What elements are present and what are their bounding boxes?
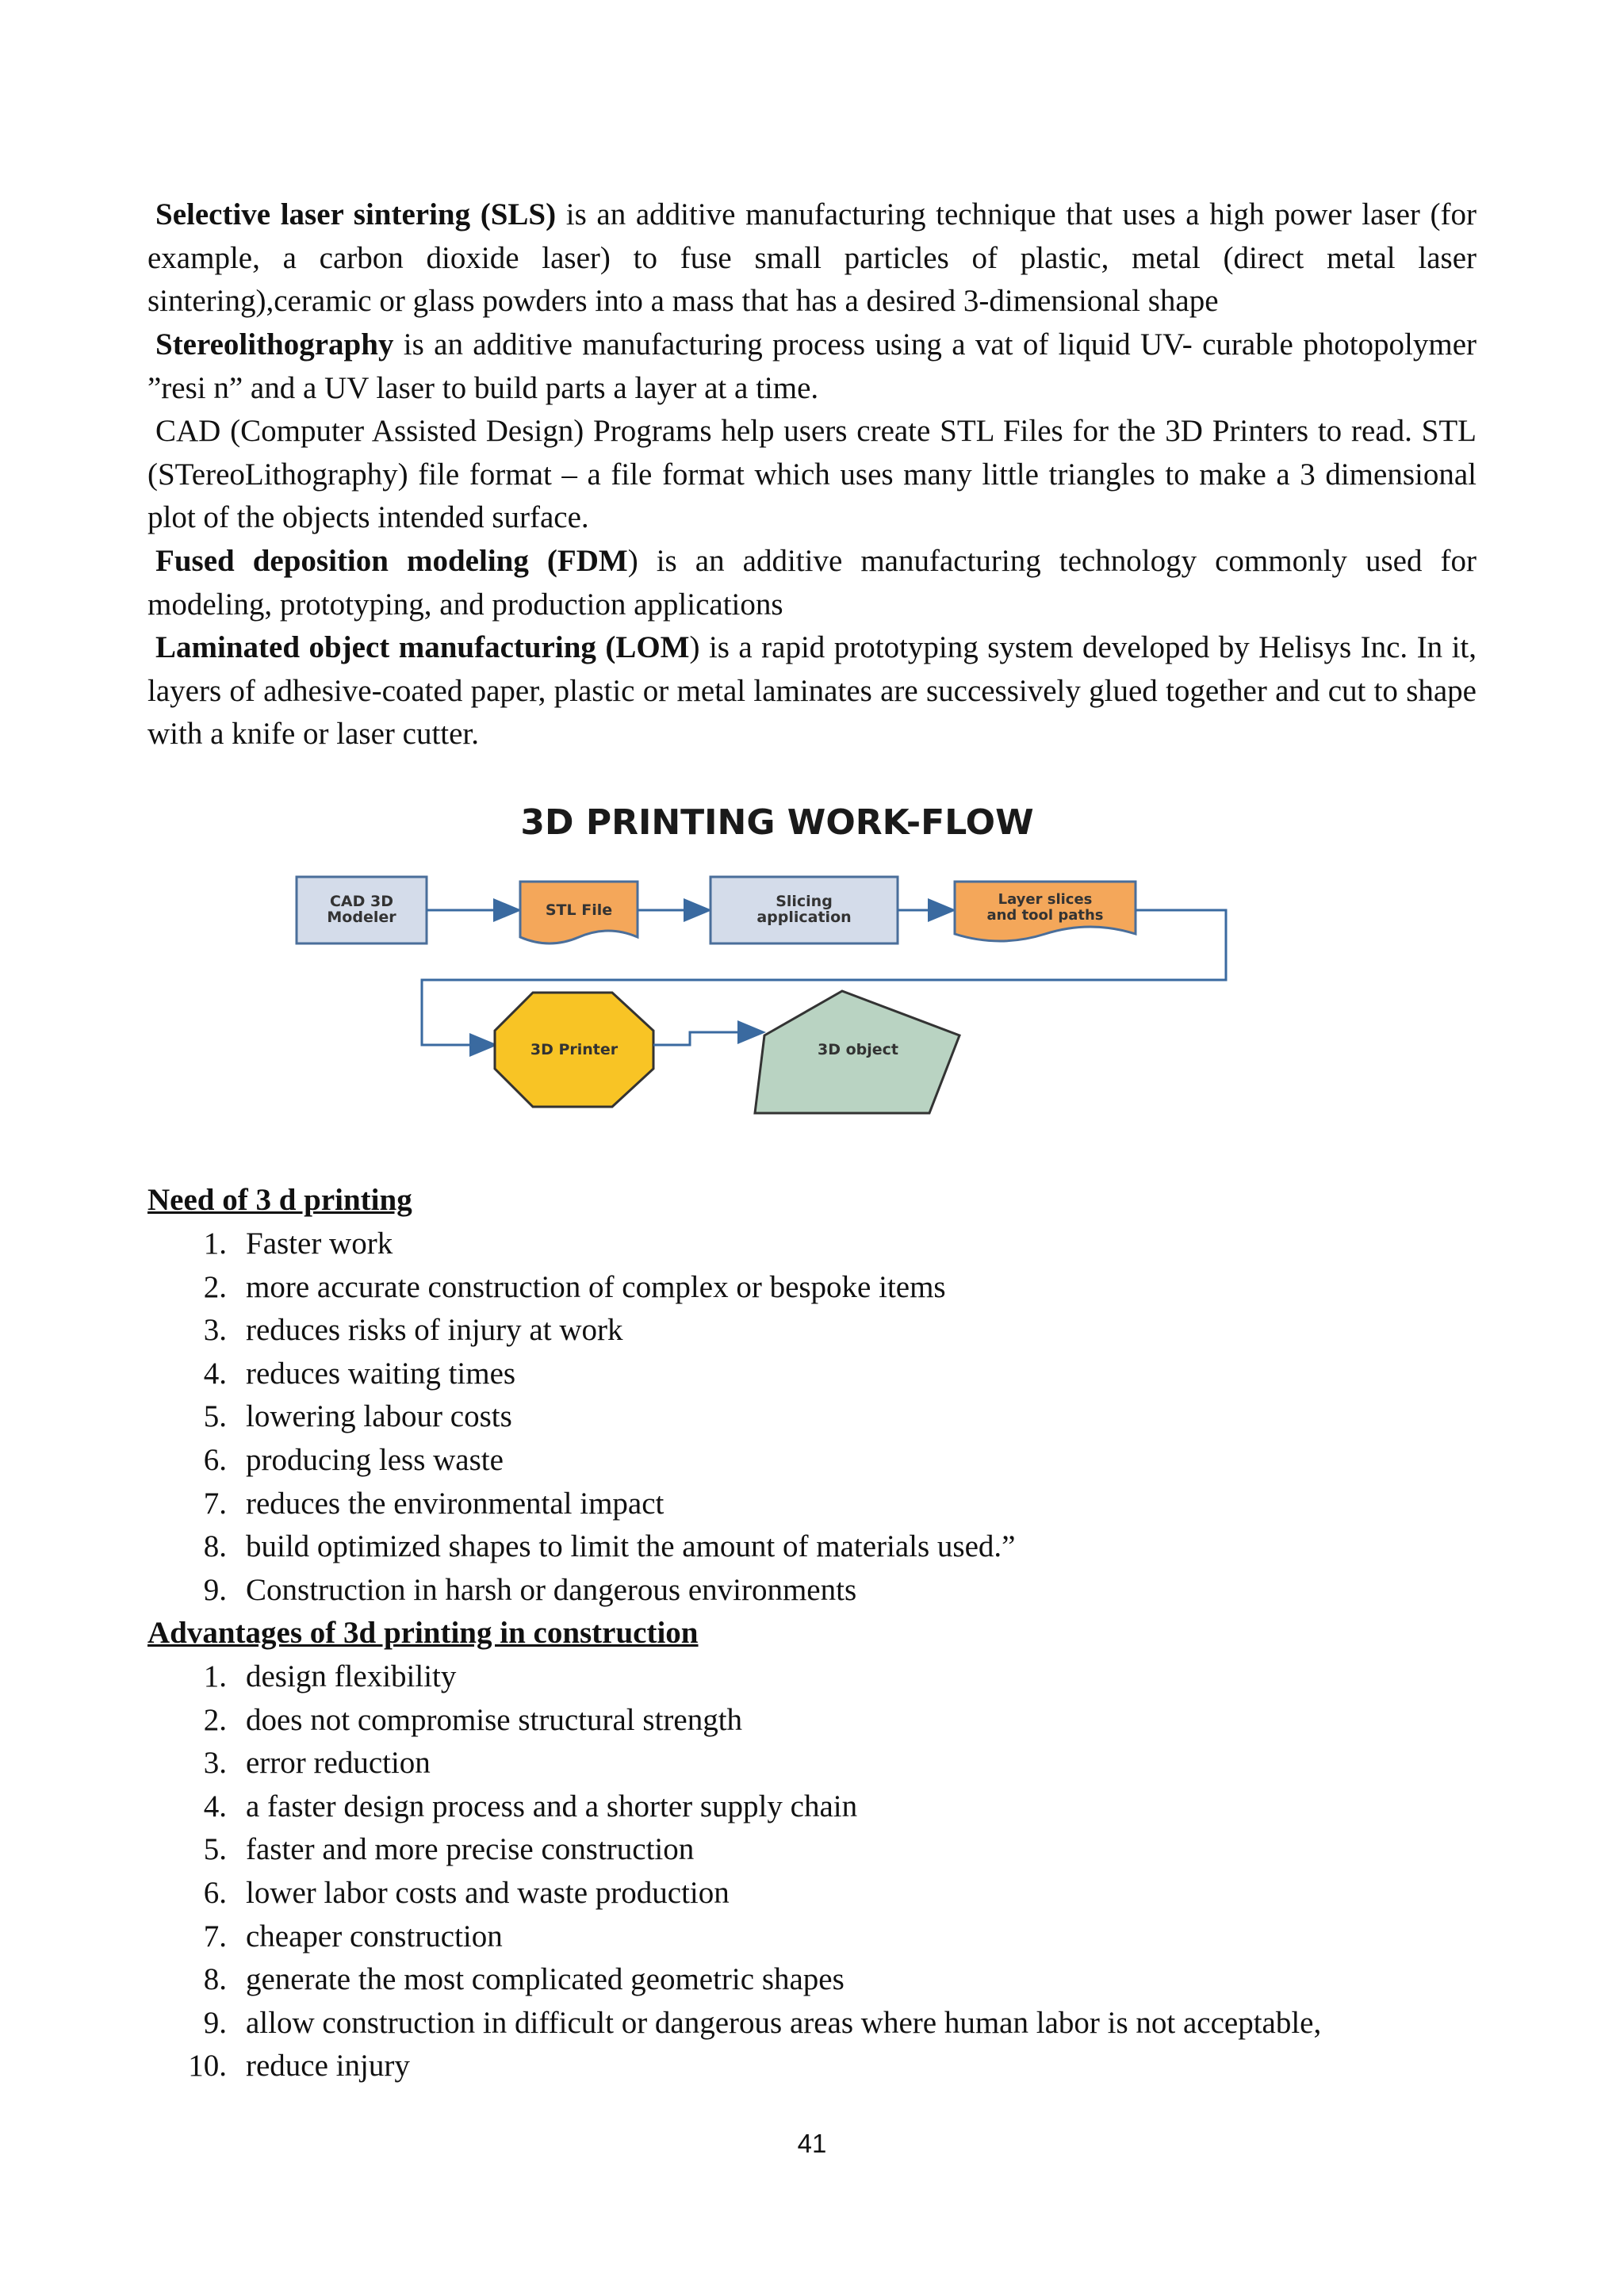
need-list <box>147 1223 1015 1612</box>
list-item <box>147 1483 1015 1526</box>
list-item-text: a faster design process and a shorter supply chain <box>246 1789 858 1823</box>
list-item-number: 1. <box>203 1226 227 1261</box>
cad-modeler-label-1: CAD 3D <box>329 893 394 910</box>
lom-definition: ) is a rapid prototyping system developed by Helisys Inc. In it, layers of adhesive-coated paper, plastic or metal laminates are successively glued together and cut to shape with a knife or laser cutter. <box>147 630 1477 751</box>
list-item-number: 7. <box>203 1919 227 1954</box>
list-item <box>147 1828 1321 1872</box>
list-item-text: lower labor costs and waste production <box>246 1875 730 1910</box>
layer-slices-label-2: and tool paths <box>986 907 1104 924</box>
term-stereolithography: Stereolithography <box>155 327 394 362</box>
sls-definition: is an additive manufacturing technique that uses a high power laser (for example, a carbon dioxide laser) to fuse small particles of plastic, metal (direct metal laser sintering),ceramic or glass powders into a mass that has a desired 3-dimensional shape <box>147 197 1477 318</box>
paragraph-lom <box>147 626 1477 756</box>
list-item-text: cheaper construction <box>246 1919 503 1954</box>
list-item-text: producing less waste <box>246 1442 504 1477</box>
list-item <box>147 1915 1321 1959</box>
advantages-list <box>147 1655 1321 2088</box>
list-item-text: design flexibility <box>246 1659 457 1693</box>
list-item-number: 2. <box>203 1702 227 1737</box>
list-item <box>147 1395 1015 1439</box>
list-item-number: 5. <box>203 1832 227 1867</box>
list-item-text: reduces the environmental impact <box>246 1486 665 1521</box>
list-item <box>147 1872 1321 1915</box>
list-item-number: 3. <box>203 1313 227 1348</box>
slicing-label-2: application <box>756 909 852 926</box>
layer-slices-label-1: Layer slices <box>998 891 1093 908</box>
list-item <box>147 1699 1321 1743</box>
list-item <box>147 1525 1015 1569</box>
list-item-number: 7. <box>203 1486 227 1521</box>
page-number: 41 <box>797 2129 827 2158</box>
workflow-title: 3D PRINTING WORK-FLOW <box>520 802 1034 843</box>
list-item <box>147 2002 1321 2045</box>
stereolithography-definition: is an additive manufacturing process using a vat of liquid UV- curable photopolymer ”resi n” and a UV laser to build parts a layer at a time. <box>147 327 1477 405</box>
3d-printer-label: 3D Printer <box>530 1041 619 1058</box>
list-item-text: build optimized shapes to limit the amount of materials used.” <box>246 1529 1016 1564</box>
list-item-text: allow construction in difficult or dangerous areas where human labor is not acceptable, <box>246 2005 1322 2040</box>
list-item-text: faster and more precise construction <box>246 1832 695 1867</box>
list-item-text: Construction in harsh or dangerous environments <box>246 1572 857 1607</box>
list-item <box>147 1569 1015 1613</box>
list-item-text: reduces waiting times <box>246 1356 516 1391</box>
paragraph-stereolithography <box>147 323 1477 410</box>
list-item-number: 10. <box>188 2049 227 2084</box>
arrow-printer-object <box>653 1032 761 1045</box>
list-item-text: generate the most complicated geometric shapes <box>246 1962 845 1997</box>
3d-object-label: 3D object <box>817 1041 899 1058</box>
list-item-text: more accurate construction of complex or bespoke items <box>246 1269 946 1304</box>
list-item-number: 9. <box>203 2005 227 2040</box>
section-title-need: Need of 3 d printing <box>147 1183 412 1217</box>
list-item-text: reduces risks of injury at work <box>246 1313 623 1348</box>
list-item-number: 8. <box>203 1962 227 1997</box>
list-item-number: 9. <box>203 1572 227 1607</box>
list-item-number: 1. <box>203 1659 227 1693</box>
list-item-number: 3. <box>203 1746 227 1781</box>
fdm-definition: ) is an additive manufacturing technology commonly used for modeling, prototyping, and production applications <box>147 544 1477 622</box>
list-item <box>147 1223 1015 1266</box>
workflow-diagram <box>285 793 1269 1142</box>
list-item <box>147 1439 1015 1483</box>
paragraph-sls <box>147 193 1477 323</box>
stl-file-label: STL File <box>545 901 613 919</box>
section-title-advantages: Advantages of 3d printing in construction <box>147 1616 699 1650</box>
cad-modeler-label-2: Modeler <box>327 909 396 926</box>
slicing-label-1: Slicing <box>776 893 833 910</box>
list-item <box>147 1353 1015 1396</box>
list-item <box>147 1958 1321 2002</box>
list-item-number: 4. <box>203 1789 227 1823</box>
list-item <box>147 1309 1015 1353</box>
list-item-number: 6. <box>203 1442 227 1477</box>
cad-definition: CAD (Computer Assisted Design) Programs help users create STL Files for the 3D Printers to read. STL (STereoLithography) file format – a file format which uses many little triangles to make a 3 dimensional plot of the objects intended surface. <box>147 414 1477 534</box>
paragraph-cad <box>147 410 1477 540</box>
list-item-text: Faster work <box>246 1226 393 1261</box>
paragraph-fdm <box>147 540 1477 626</box>
list-item <box>147 1655 1321 1699</box>
term-fdm: Fused deposition modeling (FDM <box>155 544 628 578</box>
list-item-text: reduce injury <box>246 2049 410 2084</box>
list-item-text: error reduction <box>246 1746 431 1781</box>
list-item-number: 5. <box>203 1399 227 1434</box>
list-item <box>147 1266 1015 1310</box>
list-item-text: does not compromise structural strength <box>246 1702 743 1737</box>
list-item-text: lowering labour costs <box>246 1399 512 1434</box>
list-item-number: 2. <box>203 1269 227 1304</box>
list-item <box>147 1785 1321 1829</box>
list-item <box>147 1742 1321 1785</box>
term-lom: Laminated object manufacturing (LOM <box>155 630 690 664</box>
list-item <box>147 2045 1321 2088</box>
term-sls: Selective laser sintering (SLS) <box>155 197 557 232</box>
list-item-number: 8. <box>203 1529 227 1564</box>
list-item-number: 6. <box>203 1875 227 1910</box>
list-item-number: 4. <box>203 1356 227 1391</box>
